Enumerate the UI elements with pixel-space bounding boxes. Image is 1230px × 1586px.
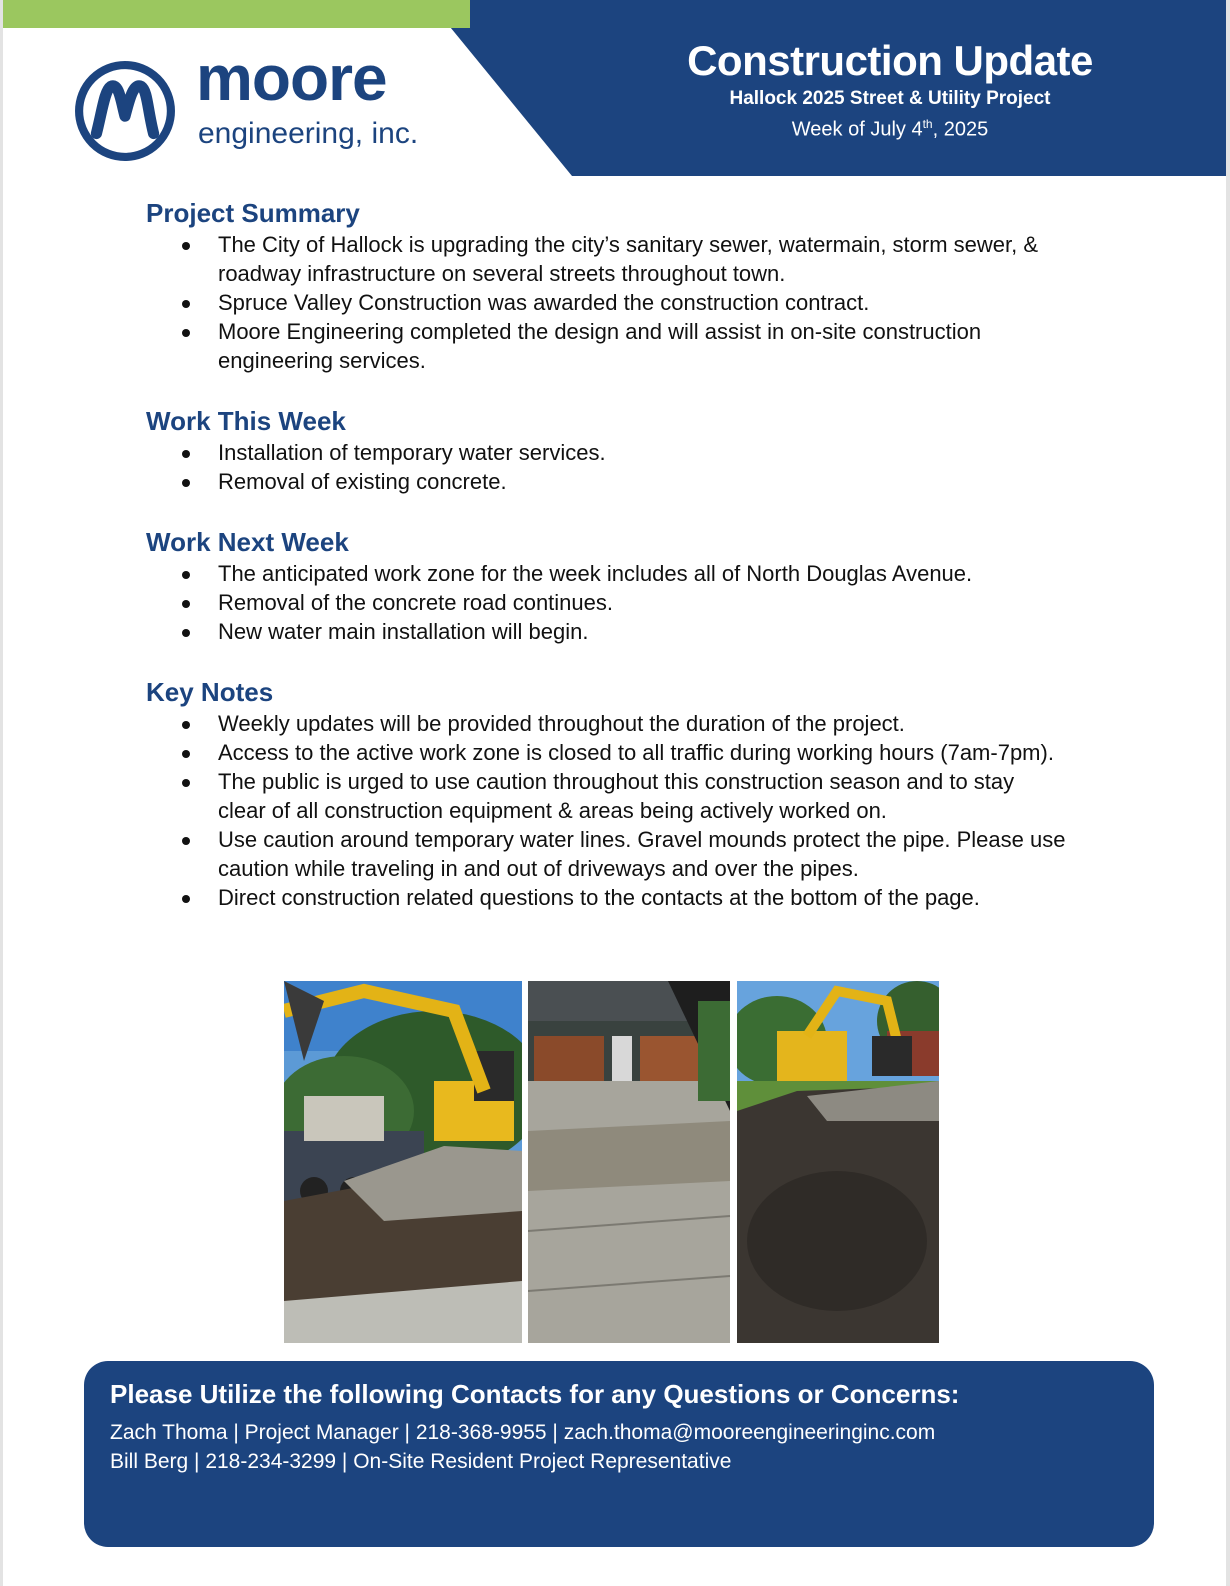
- list-item: Removal of existing concrete.: [146, 467, 1066, 496]
- contacts-panel: [84, 1361, 1154, 1547]
- list-item: Weekly updates will be provided throughout the duration of the project.: [146, 709, 1066, 738]
- list-item: Spruce Valley Construction was awarded the construction contract.: [146, 288, 1066, 317]
- list-item: The anticipated work zone for the week includes all of North Douglas Avenue.: [146, 559, 1066, 588]
- page-title: Construction Update: [687, 37, 1093, 84]
- page-edge-right: [1226, 0, 1230, 1586]
- list-item: Use caution around temporary water lines. Gravel mounds protect the pipe. Please use caution while traveling in and out of driveways and over the pipes.: [146, 825, 1066, 883]
- site-photo-excavation: [737, 981, 939, 1343]
- section-title-work-this-week: Work This Week: [146, 406, 346, 436]
- list-item: Installation of temporary water services.: [146, 438, 1066, 467]
- contact-project-manager: Zach Thoma | Project Manager | 218-368-9955 | zach.thoma@mooreengineeringinc.com: [110, 1421, 936, 1444]
- list-item: Removal of the concrete road continues.: [146, 588, 1066, 617]
- week-year: , 2025: [932, 118, 989, 141]
- header-text: [630, 38, 1150, 142]
- section-title-work-next-week: Work Next Week: [146, 527, 349, 557]
- key-notes-list: [146, 709, 1066, 912]
- week-prefix: Week of July 4: [791, 118, 923, 141]
- contacts-title: Please Utilize the following Contacts for any Questions or Concerns:: [110, 1379, 960, 1409]
- header-accent-stripe: [0, 0, 470, 28]
- project-name: Hallock 2025 Street & Utility Project: [729, 88, 1051, 109]
- list-item: Moore Engineering completed the design and will assist in on-site construction engineering services.: [146, 317, 1066, 375]
- list-item: Direct construction related questions to the contacts at the bottom of the page.: [146, 883, 1066, 912]
- work-this-week-list: [146, 438, 1066, 496]
- list-item: Access to the active work zone is closed to all traffic during working hours (7am-7pm).: [146, 738, 1066, 767]
- list-item: The public is urged to use caution throughout this construction season and to stay clear of all construction equipment & areas being actively worked on.: [146, 767, 1066, 825]
- week-suffix-ordinal: th: [922, 117, 933, 131]
- week-label: [630, 112, 1150, 142]
- section-title-project-summary: Project Summary: [146, 198, 360, 228]
- list-item: New water main installation will begin.: [146, 617, 1066, 646]
- work-next-week-list: [146, 559, 1066, 646]
- project-summary-list: [146, 230, 1066, 375]
- list-item: The City of Hallock is upgrading the city’s sanitary sewer, watermain, storm sewer, & roadway infrastructure on several streets throughout town.: [146, 230, 1066, 288]
- site-photo-excavator-truck: [284, 981, 522, 1343]
- contact-resident-representative: Bill Berg | 218-234-3299 | On-Site Resident Project Representative: [110, 1450, 732, 1473]
- update-content: [146, 196, 1066, 912]
- site-photo-driveway: [528, 981, 730, 1343]
- company-logo: [70, 42, 450, 168]
- logo-wordmark: moore: [196, 42, 387, 114]
- logo-subtitle: engineering, inc.: [198, 117, 419, 150]
- site-photos: [284, 981, 944, 1343]
- page-edge-left: [0, 0, 3, 1586]
- section-title-key-notes: Key Notes: [146, 677, 274, 707]
- moore-m-logo-icon: [74, 60, 176, 162]
